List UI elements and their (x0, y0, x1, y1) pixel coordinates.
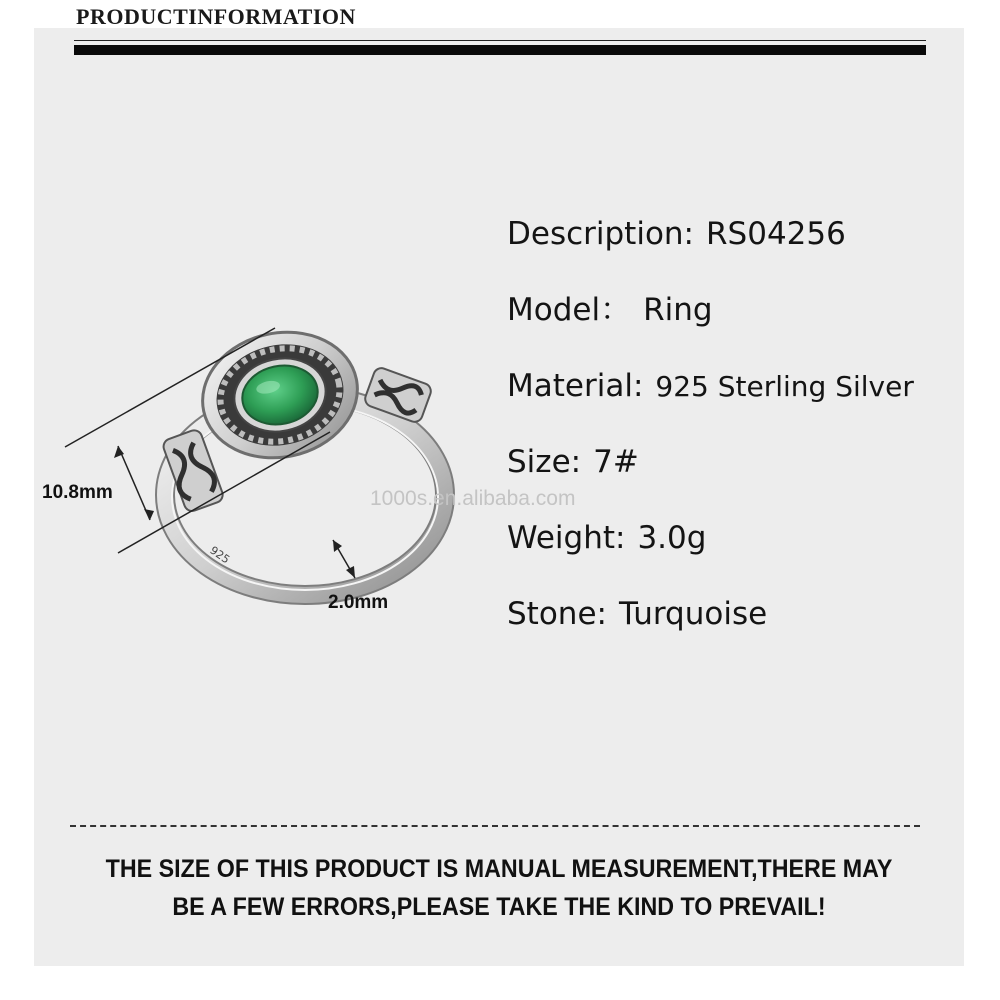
spec-value: RS04256 (706, 216, 846, 252)
spec-size (507, 440, 914, 516)
notice-line-2: BE A FEW ERRORS,PLEASE TAKE THE KIND TO PREVAIL! (172, 893, 826, 921)
spec-label: Size: (507, 444, 582, 480)
spec-value: Ring (643, 292, 713, 328)
spec-stone (507, 592, 914, 668)
watermark: 1000s.en.alibaba.com (370, 487, 576, 510)
notice-line-1: THE SIZE OF THIS PRODUCT IS MANUAL MEASUREMENT,THERE MAY (105, 855, 893, 883)
spec-weight (507, 516, 914, 592)
band-dimension-label: 2.0mm (328, 592, 389, 613)
spec-list (507, 212, 914, 668)
spec-value: Turquoise (618, 596, 768, 632)
spec-label: Stone: (507, 596, 607, 632)
measurement-notice (67, 850, 932, 926)
spec-label: Weight: (507, 520, 626, 556)
spec-description (507, 212, 914, 288)
spec-value: 3.0g (637, 520, 707, 556)
spec-label: Description: (507, 216, 694, 252)
spec-value: 7# (593, 444, 639, 480)
dashed-divider (70, 825, 920, 827)
spec-material (507, 364, 914, 440)
spec-model (507, 288, 914, 364)
ring-stamp: 925 (207, 543, 233, 567)
ring-head (191, 318, 369, 472)
section-title: PRODUCTINFORMATION (76, 4, 356, 29)
height-dimension-label: 10.8mm (42, 482, 113, 503)
spec-value: 925 Sterling Silver (655, 370, 914, 403)
dimension-arrow-height (118, 446, 150, 520)
spec-label: Model： (507, 292, 632, 328)
dimension-line-bottom (118, 432, 330, 553)
spec-label: Material: (507, 368, 644, 404)
